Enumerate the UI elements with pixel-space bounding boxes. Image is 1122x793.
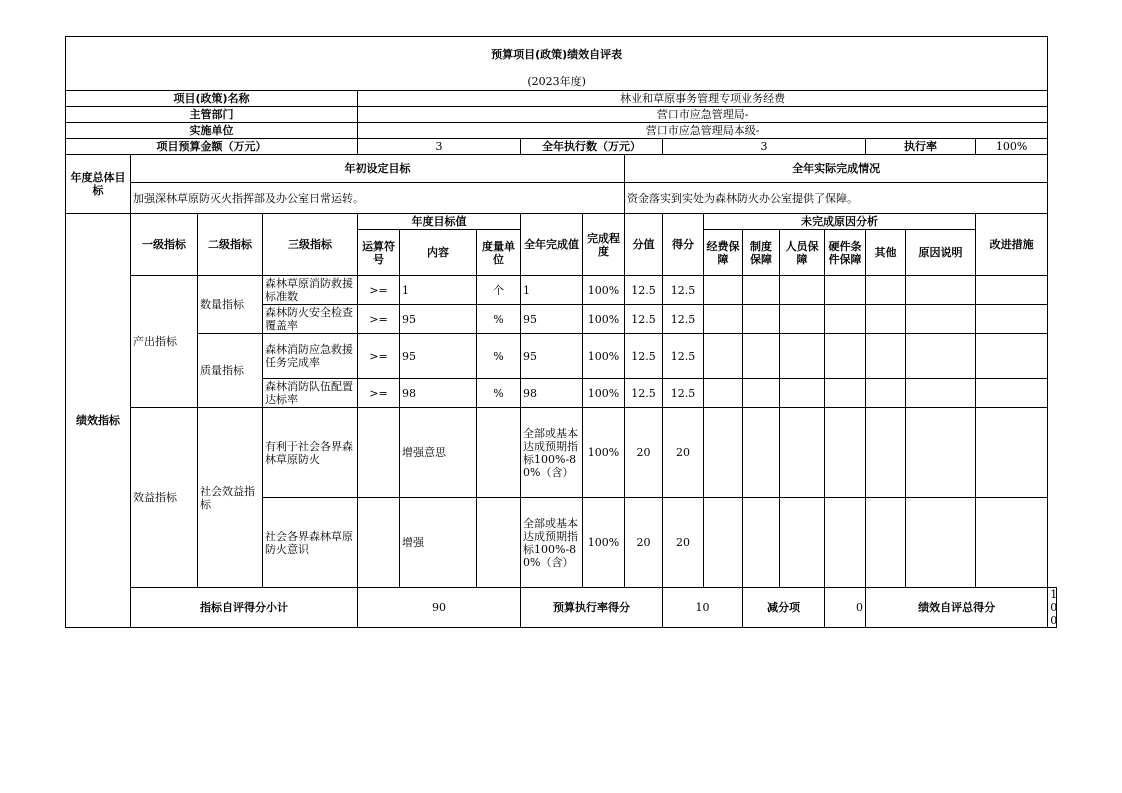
table-row-value: 12.5 [625,334,663,379]
table-row-complete: 95 [521,334,583,379]
table-row-degree: 100% [583,334,625,379]
budget-amount-label: 项目预算金额（万元） [66,139,358,155]
content-header: 内容 [400,230,477,276]
lvl2-header: 二级指标 [198,214,263,276]
empty-cell [825,305,866,334]
completion-degree-header: 完成程度 [583,214,625,276]
empty-cell [825,276,866,305]
initial-goal-text: 加强深林草原防灭火指挥部及办公室日常运转。 [131,183,625,214]
empty-cell [866,305,906,334]
total-score-value: 100 [1048,588,1057,628]
table-row-complete: 95 [521,305,583,334]
reason-desc-header: 原因说明 [906,230,976,276]
empty-cell [866,408,906,498]
budget-exec-score-value: 10 [663,588,743,628]
table-row-complete: 1 [521,276,583,305]
empty-cell [704,379,743,408]
table-row-complete: 98 [521,379,583,408]
table-row-name: 森林消防应急救援任务完成率 [263,334,358,379]
project-name-label: 项目(政策)名称 [66,91,358,107]
quality-indicator-cell: 质量指标 [198,334,263,408]
table-row-unit [477,408,521,498]
improvement-header: 改进措施 [976,214,1048,276]
empty-cell [976,276,1048,305]
table-row-unit: 个 [477,276,521,305]
table-row-unit: % [477,334,521,379]
table-row-degree: 100% [583,498,625,588]
output-indicator-cell: 产出指标 [131,276,198,408]
self-score-subtotal-value: 90 [358,588,521,628]
table-row-content: 95 [400,334,477,379]
deduction-label: 减分项 [743,588,825,628]
benefit-indicator-cell: 效益指标 [131,408,198,588]
empty-cell [866,498,906,588]
dept-value: 营口市应急管理局- [358,107,1048,123]
empty-cell [976,379,1048,408]
budget-exec-score-label: 预算执行率得分 [521,588,663,628]
table-row-name: 森林防火安全检查覆盖率 [263,305,358,334]
empty-cell [780,334,825,379]
empty-cell [780,305,825,334]
table-row-op: >= [358,276,400,305]
total-score-label: 绩效自评总得分 [866,588,1048,628]
empty-cell [780,379,825,408]
fund-guarantee-header: 经费保障 [704,230,743,276]
project-name-value: 林业和草原事务管理专项业务经费 [358,91,1048,107]
table-row-op [358,498,400,588]
empty-cell [866,334,906,379]
table-row-value: 20 [625,498,663,588]
table-row-score: 12.5 [663,276,704,305]
budget-amount-value: 3 [358,139,521,155]
dept-label: 主管部门 [66,107,358,123]
table-row-score: 20 [663,498,704,588]
table-row-unit: % [477,379,521,408]
table-row-content: 增强 [400,498,477,588]
table-row-content: 95 [400,305,477,334]
empty-cell [866,379,906,408]
empty-cell [780,276,825,305]
table-row-content: 1 [400,276,477,305]
table-row-degree: 100% [583,305,625,334]
empty-cell [976,498,1048,588]
empty-cell [704,276,743,305]
empty-cell [906,276,976,305]
empty-cell [906,408,976,498]
empty-cell [825,334,866,379]
table-row-value: 20 [625,408,663,498]
table-row-op: >= [358,305,400,334]
score-header: 得分 [663,214,704,276]
table-row-op [358,408,400,498]
empty-cell [743,334,780,379]
page-title: 预算项目(政策)绩效自评表 [66,37,1048,73]
table-row-content: 增强意思 [400,408,477,498]
empty-cell [825,408,866,498]
lvl1-header: 一级指标 [131,214,198,276]
empty-cell [704,305,743,334]
table-row-op: >= [358,379,400,408]
table-row-value: 12.5 [625,305,663,334]
empty-cell [906,498,976,588]
annual-goal-label: 年度总体目标 [66,155,131,214]
social-benefit-cell: 社会效益指标 [198,408,263,588]
empty-cell [743,498,780,588]
score-value-header: 分值 [625,214,663,276]
exec-rate-label: 执行率 [866,139,976,155]
empty-cell [976,334,1048,379]
unit-label: 实施单位 [66,123,358,139]
table-row-score: 20 [663,408,704,498]
table-row-unit: % [477,305,521,334]
table-row-complete: 全部或基本达成预期指标100%-80%（含） [521,498,583,588]
table-row-value: 12.5 [625,379,663,408]
table-row-degree: 100% [583,276,625,305]
empty-cell [743,408,780,498]
annual-target-header: 年度目标值 [358,214,521,230]
measure-unit-header: 度量单位 [477,230,521,276]
empty-cell [906,305,976,334]
empty-cell [825,379,866,408]
perf-indicator-label: 绩效指标 [66,214,131,628]
empty-cell [866,276,906,305]
table-row-degree: 100% [583,408,625,498]
empty-cell [743,276,780,305]
empty-cell [704,334,743,379]
table-row-name: 社会各界森林草原防火意识 [263,498,358,588]
self-evaluation-table [65,36,1057,628]
lvl3-header: 三级指标 [263,214,358,276]
annual-exec-label: 全年执行数（万元） [521,139,663,155]
empty-cell [780,498,825,588]
operator-header: 运算符号 [358,230,400,276]
empty-cell [906,334,976,379]
other-header: 其他 [866,230,906,276]
deduction-value: 0 [825,588,866,628]
exec-rate-value: 100% [976,139,1048,155]
table-row-name: 森林消防队伍配置达标率 [263,379,358,408]
empty-cell [743,305,780,334]
table-row-content: 98 [400,379,477,408]
annual-exec-value: 3 [663,139,866,155]
table-row-complete: 全部或基本达成预期指标100%-80%（含） [521,408,583,498]
actual-completion-text: 资金落实到实处为森林防火办公室提供了保障。 [625,183,1048,214]
annual-complete-header: 全年完成值 [521,214,583,276]
table-row-degree: 100% [583,379,625,408]
table-row-name: 有利于社会各界森林草原防火 [263,408,358,498]
table-row-score: 12.5 [663,379,704,408]
empty-cell [704,498,743,588]
empty-cell [906,379,976,408]
system-guarantee-header: 制度保障 [743,230,780,276]
actual-completion-header: 全年实际完成情况 [625,155,1048,183]
table-row-score: 12.5 [663,334,704,379]
table-row-op: >= [358,334,400,379]
empty-cell [976,305,1048,334]
year-label: (2023年度) [66,72,1048,91]
empty-cell [743,379,780,408]
table-row-value: 12.5 [625,276,663,305]
empty-cell [780,408,825,498]
staff-guarantee-header: 人员保障 [780,230,825,276]
table-row-unit [477,498,521,588]
empty-cell [704,408,743,498]
unfinished-reason-header: 未完成原因分析 [704,214,976,230]
empty-cell [976,408,1048,498]
quantity-indicator-cell: 数量指标 [198,276,263,334]
empty-cell [825,498,866,588]
unit-value: 营口市应急管理局本级- [358,123,1048,139]
self-score-subtotal-label: 指标自评得分小计 [131,588,358,628]
hardware-guarantee-header: 硬件条件保障 [825,230,866,276]
table-row-score: 12.5 [663,305,704,334]
table-row-name: 森林草原消防救援标准数 [263,276,358,305]
initial-goal-header: 年初设定目标 [131,155,625,183]
